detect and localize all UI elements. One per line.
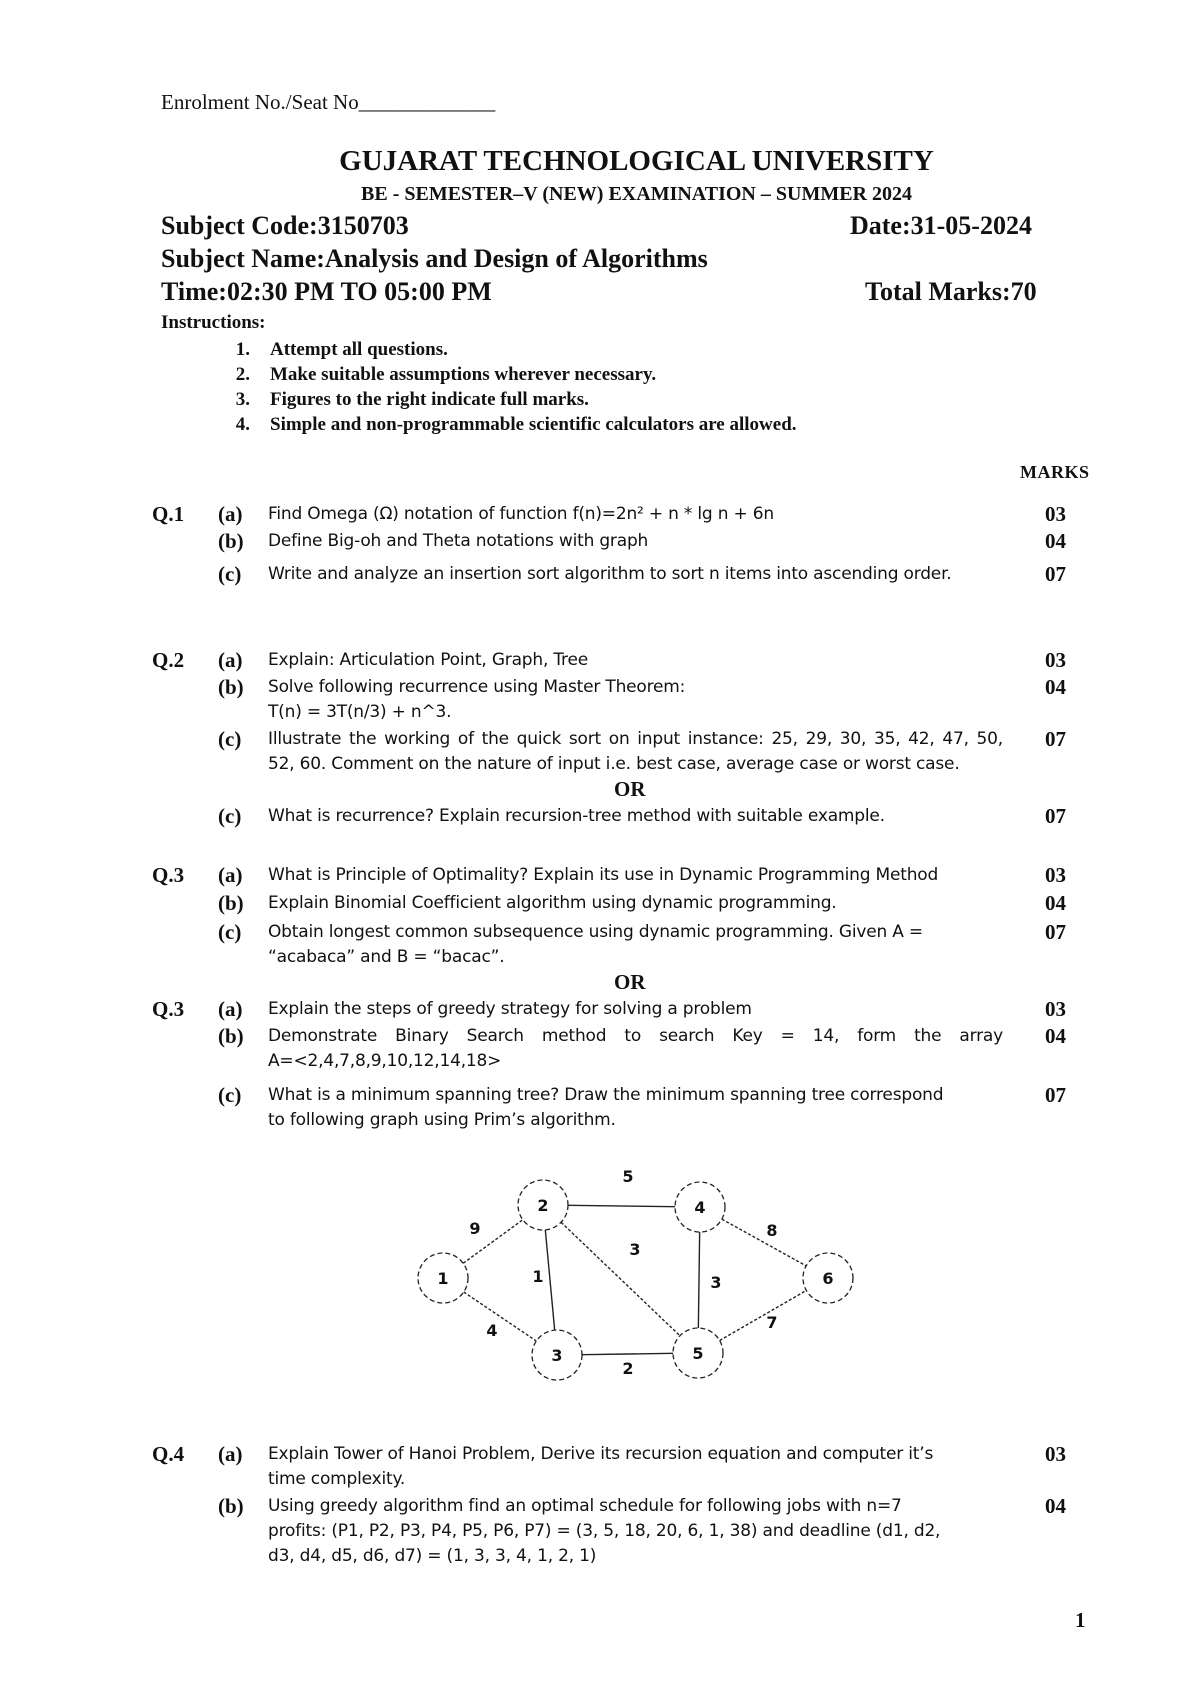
exam-time: Time:02:30 PM TO 05:00 PM bbox=[161, 277, 492, 306]
graph-nodes bbox=[418, 1180, 853, 1380]
question-part-label: (a) bbox=[218, 502, 243, 526]
graph-edge bbox=[722, 1219, 806, 1266]
question-marks: 07 bbox=[1045, 1083, 1066, 1107]
question-marks: 04 bbox=[1045, 675, 1066, 699]
question-line: What is Principle of Optimality? Explain its use in Dynamic Programming Method bbox=[268, 865, 939, 885]
question-text bbox=[268, 863, 1003, 888]
question-line: d3, d4, d5, d6, d7) = (1, 3, 3, 4, 1, 2, 1) bbox=[268, 1546, 597, 1566]
question-line: 52, 60. Comment on the nature of input i.e. best case, average case or worst case. bbox=[268, 754, 960, 774]
instruction-text: Simple and non-programmable scientific calculators are allowed. bbox=[270, 414, 797, 435]
question-line: Using greedy algorithm find an optimal schedule for following jobs with n=7 bbox=[268, 1496, 902, 1516]
instructions-heading: Instructions: bbox=[161, 312, 266, 333]
question-marks: 07 bbox=[1045, 727, 1066, 751]
question-text bbox=[268, 648, 1003, 673]
graph-edge bbox=[698, 1232, 699, 1328]
question-part-label: (c) bbox=[218, 920, 242, 944]
question-part-label: (c) bbox=[218, 562, 242, 586]
question-line: profits: (P1, P2, P3, P4, P5, P6, P7) = (3, 5, 18, 20, 6, 1, 38) and deadline (d1, d2, bbox=[268, 1521, 941, 1541]
question-text bbox=[268, 529, 1003, 554]
question-number: Q.2 bbox=[152, 648, 185, 672]
edge-weight-label: 3 bbox=[710, 1273, 722, 1292]
question-part-label: (a) bbox=[218, 997, 243, 1021]
graph-node-label: 4 bbox=[694, 1198, 706, 1217]
question-text bbox=[268, 562, 1003, 587]
question-line: Explain the steps of greedy strategy for solving a problem bbox=[268, 999, 752, 1019]
edge-weight-label: 7 bbox=[766, 1313, 778, 1332]
subject-name: Subject Name:Analysis and Design of Algorithms bbox=[161, 244, 708, 273]
question-part-label: (a) bbox=[218, 1442, 243, 1466]
or-separator: OR bbox=[614, 777, 646, 801]
edge-weight-label: 2 bbox=[622, 1359, 634, 1378]
instruction-number: 2. bbox=[235, 364, 250, 385]
question-line: Define Big-oh and Theta notations with graph bbox=[268, 531, 649, 551]
or-separator: OR bbox=[614, 970, 646, 994]
question-line: Demonstrate Binary Search method to search Key = 14, form the array bbox=[268, 1026, 1003, 1046]
graph-edge-weights bbox=[469, 1167, 777, 1378]
edge-weight-label: 4 bbox=[486, 1321, 498, 1340]
graph-edge bbox=[545, 1230, 554, 1330]
question-part-label: (a) bbox=[218, 648, 243, 672]
edge-weight-label: 9 bbox=[469, 1219, 481, 1238]
question-line: What is a minimum spanning tree? Draw the minimum spanning tree correspond bbox=[268, 1085, 944, 1105]
question-line: Solve following recurrence using Master Theorem: bbox=[268, 677, 686, 697]
question-part-label: (b) bbox=[218, 529, 244, 553]
question-part-label: (b) bbox=[218, 891, 244, 915]
question-part-label: (c) bbox=[218, 804, 242, 828]
edge-weight-label: 5 bbox=[622, 1167, 634, 1186]
graph-edge bbox=[568, 1205, 675, 1206]
question-part-label: (b) bbox=[218, 675, 244, 699]
question-line: Find Omega (Ω) notation of function f(n)=2n² + n * lg n + 6n bbox=[268, 504, 774, 524]
graph-edge bbox=[464, 1292, 537, 1341]
total-marks: Total Marks:70 bbox=[865, 277, 1037, 306]
graph-node-label: 2 bbox=[537, 1196, 549, 1215]
question-line: A=<2,4,7,8,9,10,12,14,18> bbox=[268, 1051, 502, 1071]
question-marks: 03 bbox=[1045, 1442, 1066, 1466]
question-marks: 03 bbox=[1045, 502, 1066, 526]
edge-weight-label: 3 bbox=[629, 1240, 641, 1259]
question-line: Explain Binomial Coefficient algorithm using dynamic programming. bbox=[268, 893, 837, 913]
question-text bbox=[268, 920, 1003, 970]
question-marks: 03 bbox=[1045, 863, 1066, 887]
question-part-label: (c) bbox=[218, 727, 242, 751]
instruction-number: 1. bbox=[235, 339, 250, 360]
marks-column-heading: MARKS bbox=[1020, 462, 1090, 482]
graph-edge bbox=[582, 1353, 673, 1354]
question-text bbox=[268, 1442, 1003, 1492]
question-marks: 04 bbox=[1045, 1494, 1066, 1518]
question-line: T(n) = 3T(n/3) + n^3. bbox=[268, 702, 452, 722]
question-text bbox=[268, 891, 1003, 916]
subject-code: Subject Code:3150703 bbox=[161, 211, 409, 240]
instruction-text: Figures to the right indicate full marks. bbox=[270, 389, 589, 410]
question-marks: 07 bbox=[1045, 920, 1066, 944]
question-text bbox=[268, 675, 1003, 725]
question-text bbox=[268, 997, 1003, 1022]
question-number: Q.1 bbox=[152, 502, 185, 526]
question-line: time complexity. bbox=[268, 1469, 406, 1489]
question-number: Q.3 bbox=[152, 997, 185, 1021]
question-marks: 03 bbox=[1045, 997, 1066, 1021]
graph-node-label: 3 bbox=[551, 1346, 563, 1365]
question-marks: 07 bbox=[1045, 804, 1066, 828]
edge-weight-label: 1 bbox=[532, 1267, 544, 1286]
graph-edge bbox=[561, 1222, 680, 1335]
question-line: What is recurrence? Explain recursion-tree method with suitable example. bbox=[268, 806, 885, 826]
page-number: 1 bbox=[1075, 1608, 1086, 1632]
question-line: Obtain longest common subsequence using dynamic programming. Given A = bbox=[268, 922, 923, 942]
question-line: to following graph using Prim’s algorithm. bbox=[268, 1110, 616, 1130]
instruction-number: 4. bbox=[235, 414, 250, 435]
question-line: Explain: Articulation Point, Graph, Tree bbox=[268, 650, 588, 670]
graph-edges bbox=[463, 1205, 806, 1354]
graph-node-label: 5 bbox=[692, 1344, 704, 1363]
question-number: Q.3 bbox=[152, 863, 185, 887]
question-marks: 04 bbox=[1045, 529, 1066, 553]
question-text bbox=[268, 1083, 1003, 1133]
graph-node-label: 6 bbox=[822, 1269, 834, 1288]
instruction-text: Attempt all questions. bbox=[270, 339, 448, 360]
graph-node-label: 1 bbox=[437, 1269, 449, 1288]
question-part-label: (b) bbox=[218, 1494, 244, 1518]
edge-weight-label: 8 bbox=[766, 1221, 778, 1240]
exam-date: Date:31-05-2024 bbox=[850, 211, 1032, 240]
graph-edge bbox=[720, 1290, 807, 1340]
question-line: Write and analyze an insertion sort algorithm to sort n items into ascending order. bbox=[268, 564, 952, 584]
seat-number-label: Enrolment No./Seat No_____________ bbox=[161, 90, 496, 114]
instruction-text: Make suitable assumptions wherever necessary. bbox=[270, 364, 657, 385]
question-line: “acabaca” and B = “bacac”. bbox=[268, 947, 505, 967]
question-marks: 03 bbox=[1045, 648, 1066, 672]
question-part-label: (a) bbox=[218, 863, 243, 887]
question-text bbox=[268, 1024, 1003, 1074]
question-line: Explain Tower of Hanoi Problem, Derive its recursion equation and computer it’s bbox=[268, 1444, 934, 1464]
question-marks: 07 bbox=[1045, 562, 1066, 586]
question-text bbox=[268, 804, 1003, 829]
exam-title: BE - SEMESTER–V (NEW) EXAMINATION – SUMMER 2024 bbox=[361, 183, 912, 205]
question-text bbox=[268, 727, 1003, 777]
question-number: Q.4 bbox=[152, 1442, 185, 1466]
question-text bbox=[268, 502, 1003, 527]
prim-graph-diagram bbox=[410, 1160, 870, 1390]
question-part-label: (b) bbox=[218, 1024, 244, 1048]
question-text bbox=[268, 1494, 1003, 1569]
university-title: GUJARAT TECHNOLOGICAL UNIVERSITY bbox=[339, 145, 934, 177]
question-marks: 04 bbox=[1045, 1024, 1066, 1048]
question-part-label: (c) bbox=[218, 1083, 242, 1107]
question-line: Illustrate the working of the quick sort on input instance: 25, 29, 30, 35, 42, 47, 50, bbox=[268, 729, 1003, 749]
question-marks: 04 bbox=[1045, 891, 1066, 915]
instruction-number: 3. bbox=[235, 389, 250, 410]
